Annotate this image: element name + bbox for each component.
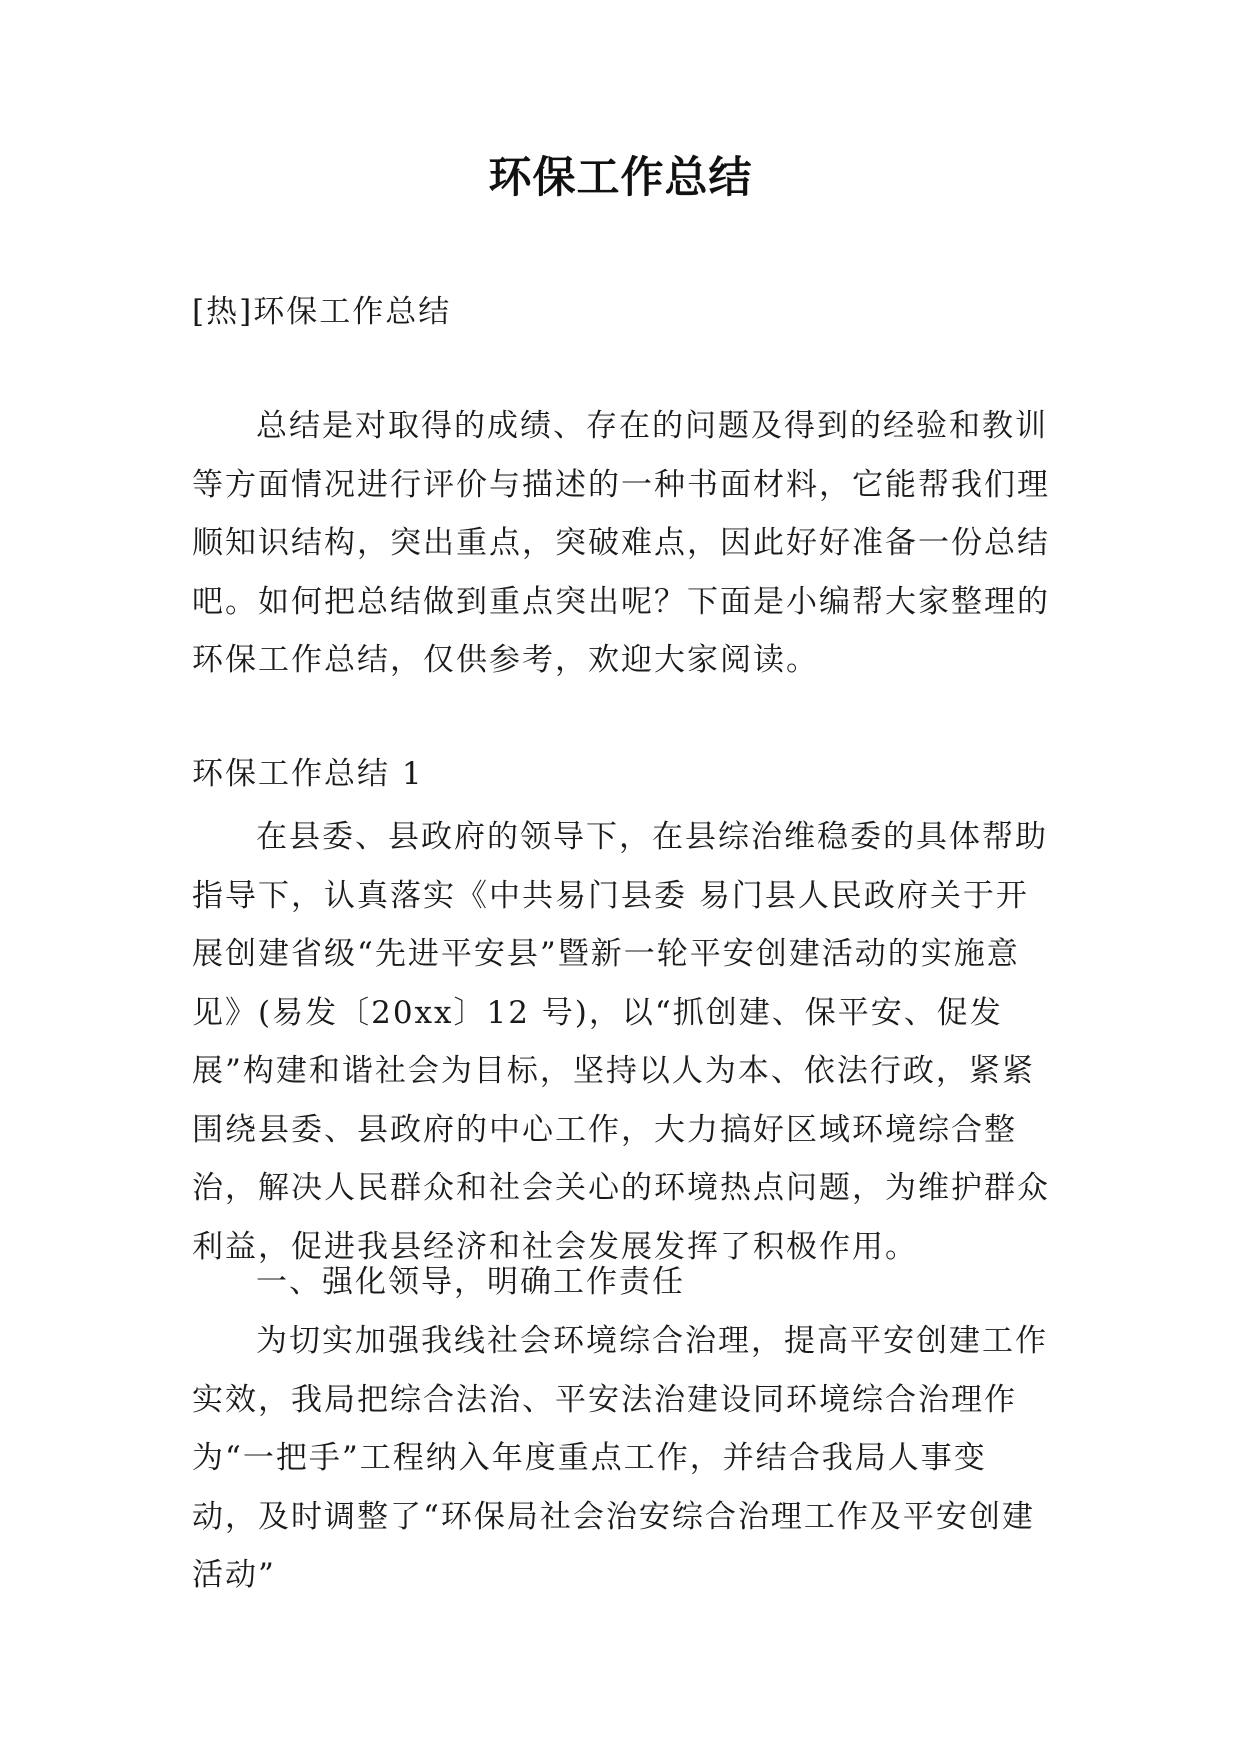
document-subtitle: [热]环保工作总结: [192, 294, 452, 330]
body-paragraph-2: 为切实加强我线社会环境综合治理，提高平安创建工作实效，我局把综合法治、平安法治建设同环境综合治理作为“一把手”工程纳入年度重点工作，并结合我局人事变动，及时调整了“环保局社会治安综合治理工作及平安创建活动”: [192, 1323, 1048, 1593]
document-title: 环保工作总结: [488, 153, 753, 203]
intro-paragraph: 总结是对取得的成绩、存在的问题及得到的经验和教训等方面情况进行评价与描述的一种书面材料，它能帮我们理顺知识结构，突出重点，突破难点，因此好好准备一份总结吧。如何把总结做到重点突出呢？下面是小编帮大家整理的环保工作总结，仅供参考，欢迎大家阅读。: [192, 408, 1050, 678]
section-title: 环保工作总结 1: [192, 756, 424, 792]
section-heading-1: 一、强化领导，明确工作责任: [256, 1264, 685, 1300]
body-paragraph-1: 在县委、县政府的领导下，在县综治维稳委的具体帮助指导下，认真落实《中共易门县委 易门县人民政府关于开展创建省级“先进平安县”暨新一轮平安创建活动的实施意见》(易发〔20xx〕12 号)，以“抓创建、保平安、促发展”构建和谐社会为目标，坚持以人为本、依法行政，紧紧围绕县委、县政府的中心工作，大力搞好区域环境综合整治，解决人民群众和社会关心的环境热点问题，为维护群众利益，促进我县经济和社会发展发挥了积极作用。: [192, 819, 1050, 1265]
